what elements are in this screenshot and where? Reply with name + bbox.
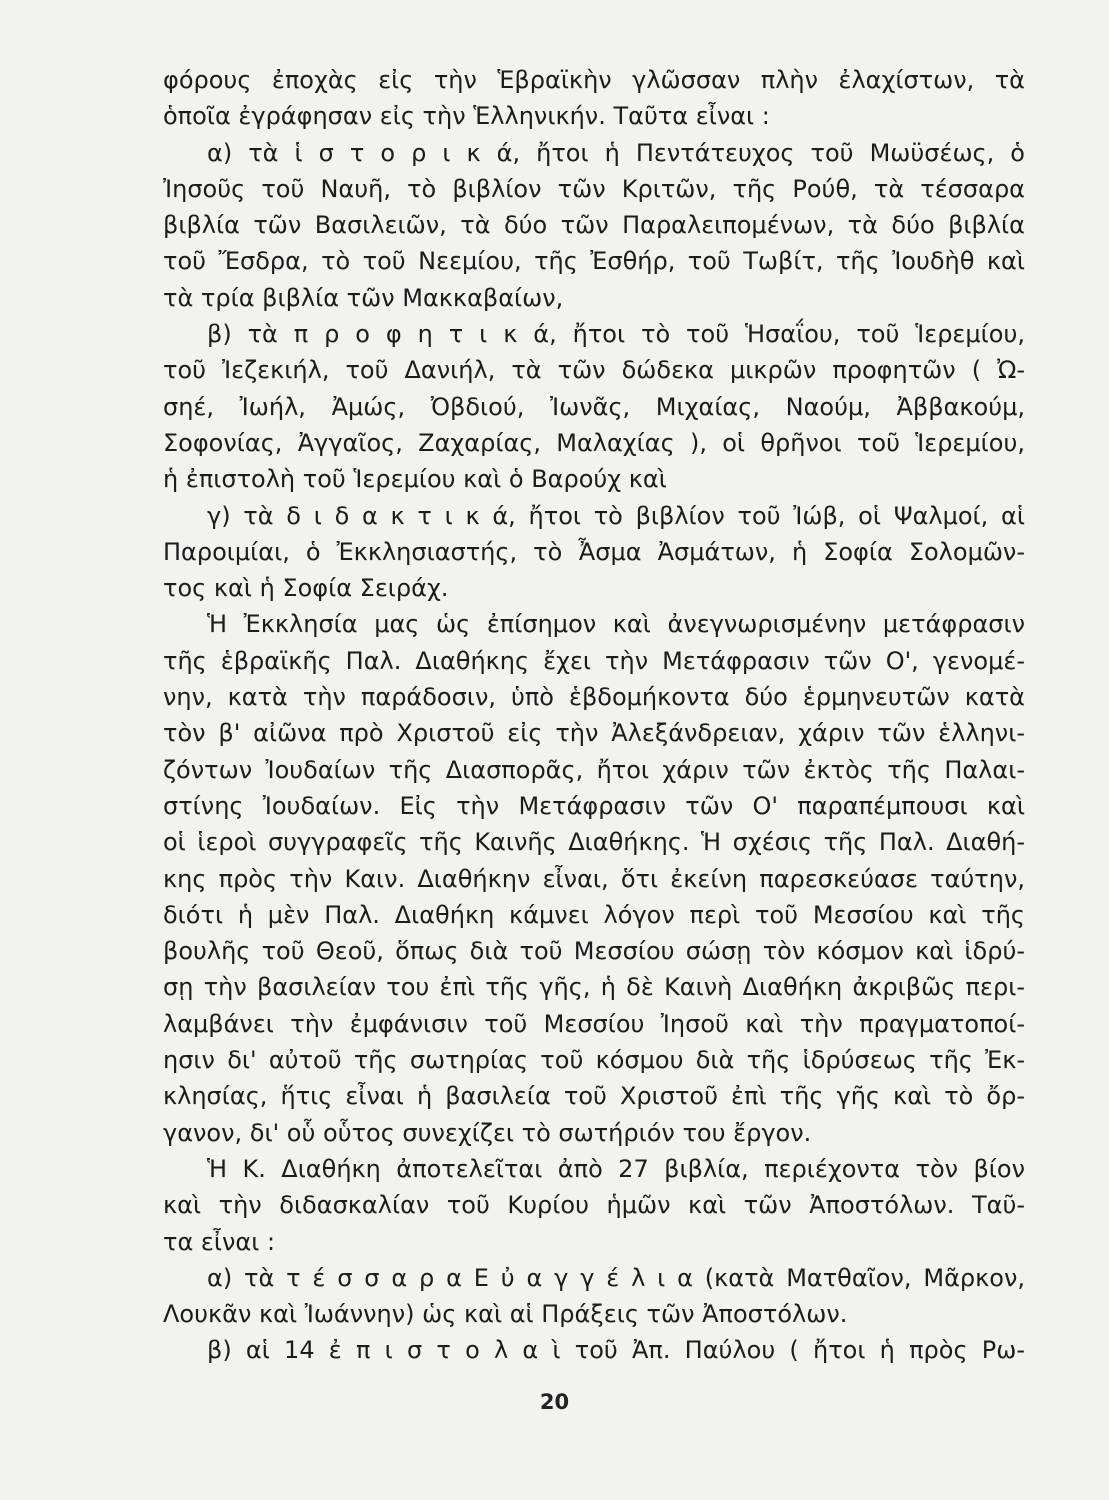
text-line: Ἰησοῦς τοῦ Ναυῆ, τὸ βιβλίον τῶν Κριτῶν, τῆς Ρούθ, τὰ τέσσαρα [163,174,1025,203]
text-line: ἡ ἐπιστολὴ τοῦ Ἱερεμίου καὶ ὁ Βαρούχ καὶ [163,465,667,494]
text-line: κλησίας, ἥτις εἶναι ἡ βασιλεία τοῦ Χριστοῦ ἐπὶ τῆς γῆς καὶ τὸ ὄρ- [163,1082,1025,1111]
text-line: σῃ τὴν βασιλείαν του ἐπὶ τῆς γῆς, ἡ δὲ Καινὴ Διαθήκη ἀκριβῶς περι- [163,973,1025,1002]
text-line: Ἡ Ἐκκλησία μας ὡς ἐπίσημον καὶ ἀνεγνωρισμένην μετάφρασιν [207,610,1025,639]
text-line: κης πρὸς τὴν Καιν. Διαθήκην εἶναι, ὅτι ἐκείνη παρεσκεύασε ταύτην, [163,864,1025,893]
text-line: τοῦ Ἔσδρα, τὸ τοῦ Νεεμίου, τῆς Ἐσθήρ, τοῦ Τωβίτ, τῆς Ἰουδὴθ καὶ [163,247,1025,276]
text-line: τὸν β' αἰῶνα πρὸ Χριστοῦ εἰς τὴν Ἀλεξάνδρειαν, χάριν τῶν ἑλληνι- [163,719,1025,748]
text-line: β) αἱ 14 ἐ π ι σ τ ο λ α ὶ τοῦ Ἀπ. Παύλου ( ἤτοι ἡ πρὸς Ρω- [207,1336,1025,1365]
text-line: Παροιμίαι, ὁ Ἐκκλησιαστής, τὸ Ἆσμα Ἀσμάτων, ἡ Σοφία Σολομῶν- [163,537,1025,566]
text-line: βουλῆς τοῦ Θεοῦ, ὅπως διὰ τοῦ Μεσσίου σώσῃ τὸν κόσμον καὶ ἱδρύ- [163,937,1025,966]
text-line: α) τὰ τ έ σ σ α ρ α Ε ὐ α γ γ έ λ ι α (κατὰ Ματθαῖον, Μᾶρκον, [207,1263,1025,1292]
text-line: βιβλία τῶν Βασιλειῶν, τὰ δύο τῶν Παραλειπομένων, τὰ δύο βιβλία [163,211,1025,240]
text-line: Ἡ Κ. Διαθήκη ἀποτελεῖται ἀπὸ 27 βιβλία, περιέχοντα τὸν βίον [207,1154,1025,1183]
text-line: λαμβάνει τὴν ἐμφάνισιν τοῦ Μεσσίου Ἰησοῦ καὶ τὴν πραγματοποί- [163,1009,1025,1038]
page-number: 20 [539,1390,570,1414]
text-line: Σοφονίας, Ἀγγαῖος, Ζαχαρίας, Μαλαχίας ), οἱ θρῆνοι τοῦ Ἱερεμίου, [163,428,1025,457]
text-line: καὶ τὴν διδασκαλίαν τοῦ Κυρίου ἡμῶν καὶ τῶν Ἀποστόλων. Ταῦ- [163,1191,1025,1220]
text-line: οἱ ἱεροὶ συγγραφεῖς τῆς Καινῆς Διαθήκης. Ἡ σχέσις τῆς Παλ. Διαθή- [163,828,1025,857]
text-line: ησιν δι' αὐτοῦ τῆς σωτηρίας τοῦ κόσμου διὰ τῆς ἱδρύσεως τῆς Ἐκ- [163,1046,1025,1075]
text-line: ζόντων Ἰουδαίων τῆς Διασπορᾶς, ἤτοι χάριν τῶν ἐκτὸς τῆς Παλαι- [163,755,1025,784]
text-line: νην, κατὰ τὴν παράδοσιν, ὑπὸ ἑβδομήκοντα δύο ἑρμηνευτῶν κατὰ [163,683,1025,712]
text-line: β) τὰ π ρ ο φ η τ ι κ ά, ἤτοι τὸ τοῦ Ἡσαΐου, τοῦ Ἱερεμίου, [207,320,1025,349]
text-line: τος καὶ ἡ Σοφία Σειράχ. [163,574,449,603]
text-line: τῆς ἑβραϊκῆς Παλ. Διαθήκης ἔχει τὴν Μετάφρασιν τῶν Ο', γενομέ- [163,646,1025,675]
text-line: ὁποῖα ἐγράφησαν εἰς τὴν Ἑλληνικήν. Ταῦτα εἶναι : [163,102,770,131]
text-line: σηέ, Ἰωήλ, Ἀμώς, Ὀβδιού, Ἰωνᾶς, Μιχαίας, Ναούμ, Ἀββακούμ, [163,392,1025,421]
body-text [163,62,1025,1369]
text-line: τὰ τρία βιβλία τῶν Μακκαβαίων, [163,283,564,312]
text-line: γ) τὰ δ ι δ α κ τ ι κ ά, ἤτοι τὸ βιβλίον τοῦ Ἰώβ, οἱ Ψαλμοί, αἱ [207,501,1025,530]
text-line: α) τὰ ἱ σ τ ο ρ ι κ ά, ἤτοι ἡ Πεντάτευχος τοῦ Μωϋσέως, ὁ [207,138,1025,167]
text-line: γανον, δι' οὗ οὗτος συνεχίζει τὸ σωτήριόν του ἔργον. [163,1118,812,1147]
text-line: στίνης Ἰουδαίων. Εἰς τὴν Μετάφρασιν τῶν Ο' παραπέμπουσι καὶ [163,791,1025,820]
text-line: τα εἶναι : [163,1227,276,1256]
text-line: φόρους ἐποχὰς εἰς τὴν Ἑβραϊκὴν γλῶσσαν πλὴν ἐλαχίστων, τὰ [163,66,1025,94]
text-line: Λουκᾶν καὶ Ἰωάννην) ὡς καὶ αἱ Πράξεις τῶν Ἀποστόλων. [163,1300,848,1329]
text-line: διότι ἡ μὲν Παλ. Διαθήκη κάμνει λόγον περὶ τοῦ Μεσσίου καὶ τῆς [163,900,1025,929]
text-line: τοῦ Ἰεζεκιήλ, τοῦ Δανιήλ, τὰ τῶν δώδεκα μικρῶν προφητῶν ( Ὠ- [163,356,1025,385]
